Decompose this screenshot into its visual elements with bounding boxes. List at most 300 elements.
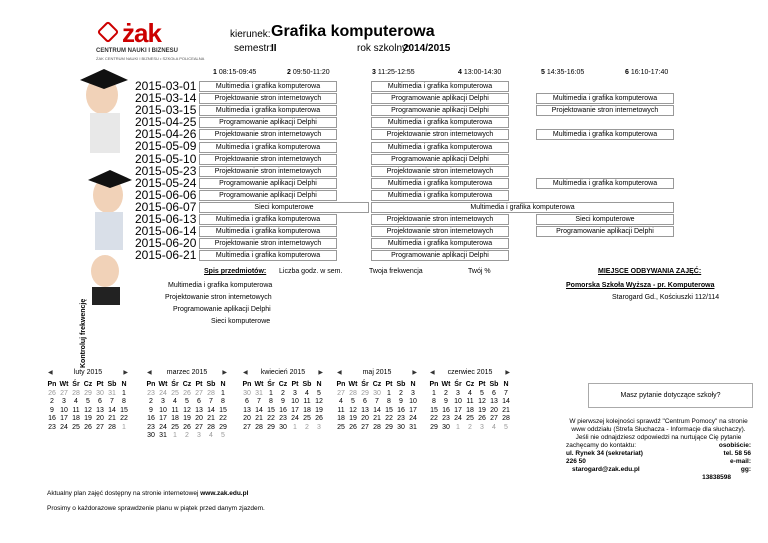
weekday-header: Cz	[278, 381, 288, 388]
email-link[interactable]: starogard@zak.edu.pl	[572, 466, 640, 473]
next-month-icon[interactable]: ▶	[318, 369, 323, 376]
calendar-day[interactable]: 27	[337, 389, 345, 397]
calendar-day[interactable]: 14	[108, 406, 116, 414]
calendar-day[interactable]: 4	[173, 398, 177, 405]
calendar-day[interactable]: 1	[456, 423, 460, 431]
calendar-day[interactable]: 31	[108, 389, 116, 397]
schedule-cell: Multimedia i grafika komputerowa	[536, 129, 674, 140]
schedule-cell: Multimedia i grafika komputerowa	[536, 93, 674, 104]
schedule-cell: Multimedia i grafika komputerowa	[371, 81, 509, 92]
calendar-day[interactable]: 20	[243, 415, 251, 422]
semestr-label: semestr:	[234, 43, 273, 54]
calendar-day[interactable]: 27	[361, 423, 369, 431]
calendar-day[interactable]: 4	[468, 389, 472, 397]
calendar-day[interactable]: 3	[293, 389, 297, 397]
calendar-day[interactable]: 11	[303, 398, 311, 405]
calendar-day[interactable]: 18	[171, 415, 179, 422]
weekday-header: Śr	[171, 381, 179, 388]
calendar-day[interactable]: 1	[269, 389, 273, 397]
calendar-day[interactable]: 16	[397, 406, 405, 414]
calendar-day[interactable]: 25	[337, 423, 345, 431]
calendar-day[interactable]: 25	[171, 423, 179, 431]
schedule-cell: Projektowanie stron internetowych	[199, 154, 337, 165]
calendar-day[interactable]: 28	[255, 423, 263, 431]
calendar-day[interactable]: 22	[385, 415, 393, 422]
weekday-header: Wt	[158, 381, 168, 388]
prev-month-icon[interactable]: ◀	[430, 369, 435, 376]
calendar-day[interactable]: 8	[122, 398, 126, 405]
calendar-day[interactable]: 7	[504, 389, 508, 397]
calendar-day[interactable]: 30	[397, 423, 405, 431]
calendar-day[interactable]: 23	[279, 415, 287, 422]
calendar-day[interactable]: 30	[147, 432, 155, 439]
calendar-day[interactable]: 23	[147, 423, 155, 431]
calendar-day[interactable]: 2	[281, 389, 285, 397]
help-text: www oddziału (Strefa Słuchacza - Informacje dla słuchaczy).	[571, 426, 746, 433]
hours-heading: Liczba godz. w sem.	[279, 268, 343, 275]
column-time: 14:35-16:05	[546, 69, 585, 76]
calendar-day[interactable]: 27	[60, 389, 68, 397]
calendar-day[interactable]: 9	[281, 398, 285, 405]
subject-item: Sieci komputerowe	[211, 318, 271, 325]
schedule-cell: Projektowanie stron internetowych	[371, 129, 509, 140]
calendar-day[interactable]: 6	[363, 398, 367, 405]
calendar-day[interactable]: 27	[490, 415, 498, 422]
calendar-day[interactable]: 22	[267, 415, 275, 422]
calendar-day[interactable]: 19	[478, 406, 486, 414]
calendar-day[interactable]: 14	[207, 406, 215, 414]
calendar-day[interactable]: 26	[478, 415, 486, 422]
calendar-day[interactable]: 16	[48, 415, 56, 422]
calendar-day[interactable]: 3	[480, 423, 484, 431]
calendar-day[interactable]: 10	[60, 406, 68, 414]
schedule-cell: Programowanie aplikacji Delphi	[371, 105, 509, 116]
calendar-day[interactable]: 26	[48, 389, 56, 397]
calendar-day[interactable]: 23	[397, 415, 405, 422]
calendar-day[interactable]: 6	[492, 389, 496, 397]
calendar-day[interactable]: 3	[197, 432, 201, 439]
percent-heading: Twój %	[468, 268, 491, 275]
calendar-day[interactable]: 21	[502, 406, 510, 414]
date-row: 2015-04-25	[135, 115, 197, 130]
calendar-day[interactable]: 31	[255, 389, 263, 397]
calendar-nav	[145, 367, 229, 377]
weekday-header: Pn	[47, 381, 57, 388]
kierunek-value: Grafika komputerowa	[271, 23, 435, 40]
date-row: 2015-05-24	[135, 175, 197, 190]
calendar-day[interactable]: 7	[110, 398, 114, 405]
calendar-title: luty 2015	[73, 368, 103, 376]
calendar-day[interactable]: 25	[171, 389, 179, 397]
calendar-day[interactable]: 29	[267, 423, 275, 431]
calendar-day[interactable]: 28	[108, 423, 116, 431]
calendar-day[interactable]: 3	[317, 423, 321, 431]
next-month-icon[interactable]: ▶	[222, 369, 227, 376]
calendar-day[interactable]: 24	[291, 415, 299, 422]
column-num: 3	[372, 69, 376, 76]
schedule-cell: Projektowanie stron internetowych	[371, 214, 509, 225]
calendar-day[interactable]: 28	[502, 415, 510, 422]
calendar-day[interactable]: 24	[60, 423, 68, 431]
calendar-day[interactable]: 22	[120, 415, 128, 422]
schedule-cell: Projektowanie stron internetowych	[199, 93, 337, 104]
schedule-cell: Projektowanie stron internetowych	[536, 105, 674, 116]
calendar-day[interactable]: 23	[48, 423, 56, 431]
calendar-day[interactable]: 6	[245, 398, 249, 405]
place-name: Pomorska Szkoła Wyższa - pr. Komputerowa	[566, 282, 715, 289]
weekday-header: Śr	[72, 381, 80, 388]
calendar-day[interactable]: 13	[243, 406, 251, 414]
calendar-day[interactable]: 30	[279, 423, 287, 431]
schedule-cell: Multimedia i grafika komputerowa	[199, 214, 337, 225]
calendar-day[interactable]: 19	[349, 415, 357, 422]
calendar-day[interactable]: 2	[149, 398, 153, 405]
calendar-day[interactable]: 3	[411, 389, 415, 397]
subject-item: Multimedia i grafika komputerowa	[168, 282, 273, 289]
calendar-day[interactable]: 2	[444, 389, 448, 397]
weekday-header: Wt	[441, 381, 451, 388]
calendar-day[interactable]: 8	[432, 398, 436, 405]
logo-subtitle: CENTRUM NAUKI I BIZNESU	[96, 48, 178, 54]
calendar-day[interactable]: 10	[291, 398, 299, 405]
calendar-day[interactable]: 25	[72, 423, 80, 431]
column-4-header	[458, 69, 501, 76]
calendar-day[interactable]: 3	[62, 398, 66, 405]
calendar-day[interactable]: 16	[279, 406, 287, 414]
schedule-cell: Sieci komputerowe	[199, 202, 369, 213]
calendar-day[interactable]: 18	[337, 415, 345, 422]
calendar-day[interactable]: 12	[478, 398, 486, 405]
calendar-day[interactable]: 4	[339, 398, 343, 405]
weekday-header: Śr	[454, 381, 462, 388]
prev-month-icon[interactable]: ◀	[337, 369, 342, 376]
calendar-day[interactable]: 12	[84, 406, 92, 414]
calendar-day[interactable]: 27	[195, 423, 203, 431]
schedule-cell: Programowanie aplikacji Delphi	[371, 93, 509, 104]
calendar-day[interactable]: 1	[221, 389, 225, 397]
calendar-day[interactable]: 27	[195, 389, 203, 397]
calendar-day[interactable]: 2	[185, 432, 189, 439]
calendar-day[interactable]: 21	[207, 415, 215, 422]
phone-cont: 226 50	[566, 458, 586, 465]
calendar-day[interactable]: 24	[454, 415, 462, 422]
calendar-day[interactable]: 7	[257, 398, 261, 405]
weekday-header: Wt	[348, 381, 358, 388]
weekday-header: Pn	[242, 381, 252, 388]
calendar-day[interactable]: 25	[466, 415, 474, 422]
calendar-day[interactable]: 19	[84, 415, 92, 422]
help-text: W pierwszej kolejności sprawdź "Centrum Pomocy" na stronie	[569, 418, 748, 425]
calendar-day[interactable]: 28	[207, 423, 215, 431]
calendar-day[interactable]: 17	[291, 406, 299, 414]
subject-item: Programowanie aplikacji Delphi	[173, 306, 271, 313]
calendar-day[interactable]: 19	[183, 415, 191, 422]
schedule-cell: Programowanie aplikacji Delphi	[371, 154, 509, 165]
calendar-day[interactable]: 1	[293, 423, 297, 431]
date-row: 2015-04-26	[135, 127, 197, 142]
calendar-day[interactable]: 8	[269, 398, 273, 405]
contact-info	[566, 418, 751, 482]
weekday-header: Cz	[372, 381, 382, 388]
calendar-day[interactable]: 1	[173, 432, 177, 439]
calendar-day[interactable]: 17	[159, 415, 167, 422]
calendar-title: czerwiec 2015	[447, 368, 493, 376]
calendar-day[interactable]: 12	[315, 398, 323, 405]
schedule-cell: Multimedia i grafika komputerowa	[199, 81, 337, 92]
calendar-grid	[46, 381, 130, 432]
date-row: 2015-06-20	[135, 236, 197, 251]
calendar-day[interactable]: 18	[72, 415, 80, 422]
gg-label: gg:	[740, 466, 751, 473]
calendar-day[interactable]: 17	[60, 415, 68, 422]
next-month-icon[interactable]: ▶	[123, 369, 128, 376]
calendar-day[interactable]: 26	[349, 423, 357, 431]
calendar-day[interactable]: 2	[468, 423, 472, 431]
calendar-day[interactable]: 16	[147, 415, 155, 422]
date-row: 2015-05-10	[135, 151, 197, 166]
calendar-day[interactable]: 2	[305, 423, 309, 431]
calendar-day[interactable]: 21	[255, 415, 263, 422]
calendar-day[interactable]: 7	[375, 398, 379, 405]
schedule-cell: Multimedia i grafika komputerowa	[371, 117, 509, 128]
weekday-header: N	[316, 381, 322, 388]
calendar-day[interactable]: 3	[456, 389, 460, 397]
calendar-day[interactable]: 31	[159, 432, 167, 439]
calendar-day[interactable]: 27	[243, 423, 251, 431]
prev-month-icon[interactable]: ◀	[147, 369, 152, 376]
calendar-day[interactable]: 22	[430, 415, 438, 422]
calendar-day[interactable]: 30	[373, 389, 381, 397]
column-6-header	[625, 69, 668, 76]
calendar-day[interactable]: 11	[337, 406, 345, 414]
schedule-cell: Projektowanie stron internetowych	[199, 129, 337, 140]
calendar-nav	[428, 367, 512, 377]
schedule-cell: Multimedia i grafika komputerowa	[536, 178, 674, 189]
calendar-day[interactable]: 28	[72, 389, 80, 397]
graduates-illustration	[40, 55, 135, 305]
calendar-day[interactable]: 10	[159, 406, 167, 414]
place-heading: MIEJSCE ODBYWANIA ZAJĘĆ:	[598, 268, 702, 275]
calendar-day[interactable]: 26	[183, 389, 191, 397]
calendar-day[interactable]: 20	[361, 415, 369, 422]
calendar-day[interactable]: 22	[219, 415, 227, 422]
calendar-day[interactable]: 12	[183, 406, 191, 414]
calendar-day[interactable]: 4	[209, 432, 213, 439]
calendar-day[interactable]: 1	[432, 389, 436, 397]
calendar-day[interactable]: 6	[98, 398, 102, 405]
calendar-day[interactable]: 10	[409, 398, 417, 405]
column-time: 11:25-12:55	[377, 69, 415, 76]
calendar-day[interactable]: 29	[385, 423, 393, 431]
schedule-cell: Multimedia i grafika komputerowa	[199, 250, 337, 261]
calendar-day[interactable]: 2	[50, 398, 54, 405]
schedule-cell: Multimedia i grafika komputerowa	[199, 226, 337, 237]
calendar-day[interactable]: 18	[466, 406, 474, 414]
calendar-day[interactable]: 31	[409, 423, 417, 431]
calendar-title: kwiecień 2015	[260, 368, 306, 376]
calendar-day[interactable]: 30	[243, 389, 251, 397]
weekday-header: Pn	[146, 381, 156, 388]
phone: tel. 58 56	[723, 450, 751, 457]
calendar-day[interactable]: 1	[387, 389, 391, 397]
rok-value: 2014/2015	[403, 43, 451, 54]
calendar-day[interactable]: 5	[185, 398, 189, 405]
calendar-day[interactable]: 14	[255, 406, 263, 414]
calendar-day[interactable]: 29	[430, 423, 438, 431]
calendar-day[interactable]: 27	[96, 423, 104, 431]
place-address: Starogard Gd., Kościuszki 112/114	[612, 294, 720, 301]
calendar-day[interactable]: 13	[96, 406, 104, 414]
weekday-header: Cz	[182, 381, 192, 388]
schedule-cell: Sieci komputerowe	[536, 214, 674, 225]
calendar-day[interactable]: 20	[195, 415, 203, 422]
next-month-icon[interactable]: ▶	[412, 369, 417, 376]
weekday-header: Cz	[83, 381, 93, 388]
calendar-nav	[335, 367, 419, 377]
calendar-day[interactable]: 11	[72, 406, 80, 414]
calendar-day[interactable]: 10	[454, 398, 462, 405]
calendar-day[interactable]: 15	[430, 406, 438, 414]
calendar-day[interactable]: 28	[349, 389, 357, 397]
calendar-day[interactable]: 21	[108, 415, 116, 422]
calendar-day[interactable]: 13	[361, 406, 369, 414]
calendar-grid	[428, 381, 512, 432]
month-calendar	[428, 367, 512, 432]
calendar-day[interactable]: 15	[120, 406, 128, 414]
calendar-day[interactable]: 8	[221, 398, 225, 405]
calendar-day[interactable]: 26	[315, 415, 323, 422]
calendar-day[interactable]: 5	[86, 398, 90, 405]
calendar-day[interactable]: 5	[317, 389, 321, 397]
calendar-day[interactable]: 13	[195, 406, 203, 414]
calendar-day[interactable]: 4	[492, 423, 496, 431]
schedule-cell: Multimedia i grafika komputerowa	[199, 105, 337, 116]
calendar-day[interactable]: 15	[267, 406, 275, 414]
calendar-nav	[46, 367, 130, 377]
calendar-day[interactable]: 23	[147, 389, 155, 397]
footer-note: Prosimy o każdorazowe sprawdzenie planu w piątek przed danym zjazdem.	[47, 505, 265, 512]
calendar-day[interactable]: 9	[399, 398, 403, 405]
calendar-day[interactable]: 6	[197, 398, 201, 405]
weekday-header: Pt	[291, 381, 299, 388]
date-row: 2015-06-21	[135, 248, 197, 263]
calendar-day[interactable]: 28	[207, 389, 215, 397]
prev-month-icon[interactable]: ◀	[243, 369, 248, 376]
calendar-nav	[241, 367, 325, 377]
calendar-day[interactable]: 11	[466, 398, 474, 405]
semestr-value: II	[271, 43, 277, 54]
calendar-day[interactable]: 21	[373, 415, 381, 422]
schedule-cell: Programowanie aplikacji Delphi	[371, 250, 509, 261]
calendar-day[interactable]: 19	[315, 406, 323, 414]
calendar-day[interactable]: 5	[351, 398, 355, 405]
column-num: 4	[458, 69, 462, 76]
kierunek-label: kierunek:	[230, 29, 271, 40]
website-link[interactable]: www.zak.edu.pl	[200, 490, 249, 497]
logo-word: żak	[122, 18, 161, 48]
calendar-day[interactable]: 28	[373, 423, 381, 431]
calendar-day[interactable]: 14	[502, 398, 510, 405]
calendar-day[interactable]: 17	[454, 406, 462, 414]
calendar-day[interactable]: 9	[50, 406, 54, 414]
calendar-day[interactable]: 20	[490, 406, 498, 414]
schedule-cell: Multimedia i grafika komputerowa	[371, 178, 509, 189]
calendar-day[interactable]: 5	[504, 423, 508, 431]
weekday-header: Wt	[59, 381, 69, 388]
calendar-day[interactable]: 7	[209, 398, 213, 405]
schedule-cell: Multimedia i grafika komputerowa	[371, 142, 509, 153]
calendar-day[interactable]: 26	[84, 423, 92, 431]
calendar-day[interactable]: 29	[84, 389, 92, 397]
column-3-header	[372, 69, 415, 76]
calendar-day[interactable]: 17	[409, 406, 417, 414]
calendar-day[interactable]: 30	[442, 423, 450, 431]
calendar-day[interactable]: 3	[161, 398, 165, 405]
calendar-day[interactable]: 29	[361, 389, 369, 397]
date-row: 2015-06-14	[135, 224, 197, 239]
calendar-day[interactable]: 30	[96, 389, 104, 397]
calendar-day[interactable]: 13	[490, 398, 498, 405]
calendar-day[interactable]: 16	[442, 406, 450, 414]
column-num: 5	[541, 69, 545, 76]
column-num: 6	[625, 69, 629, 76]
calendar-day[interactable]: 24	[159, 389, 167, 397]
month-calendar	[46, 367, 130, 432]
calendar-day[interactable]: 18	[303, 406, 311, 414]
calendar-day[interactable]: 12	[349, 406, 357, 414]
schedule-cell: Programowanie aplikacji Delphi	[536, 226, 674, 237]
calendar-day[interactable]: 14	[373, 406, 381, 414]
prev-month-icon[interactable]: ◀	[48, 369, 53, 376]
calendar-day[interactable]: 24	[409, 415, 417, 422]
calendar-day[interactable]: 15	[385, 406, 393, 414]
schedule-cell: Multimedia i grafika komputerowa	[371, 202, 674, 213]
weekday-header: Pt	[96, 381, 104, 388]
next-month-icon[interactable]: ▶	[505, 369, 510, 376]
calendar-day[interactable]: 25	[303, 415, 311, 422]
date-row: 2015-05-23	[135, 163, 197, 178]
calendar-day[interactable]: 11	[171, 406, 179, 414]
weekday-header: Sb	[302, 381, 312, 388]
subject-item: Projektowanie stron internetowych	[165, 294, 272, 301]
schedule-cell: Programowanie aplikacji Delphi	[199, 190, 337, 201]
date-row: 2015-03-14	[135, 91, 197, 106]
calendar-day[interactable]: 1	[122, 389, 126, 397]
calendar-day[interactable]: 5	[480, 389, 484, 397]
weekday-header: Śr	[361, 381, 369, 388]
date-row: 2015-06-06	[135, 187, 197, 202]
calendar-day[interactable]: 9	[444, 398, 448, 405]
calendar-day[interactable]: 9	[149, 406, 153, 414]
calendar-day[interactable]: 15	[219, 406, 227, 414]
calendar-day[interactable]: 1	[122, 423, 126, 431]
column-1-header	[213, 69, 256, 76]
help-text: zachęcamy do kontaktu:	[566, 442, 637, 449]
calendar-day[interactable]: 2	[399, 389, 403, 397]
calendar-day[interactable]: 24	[159, 423, 167, 431]
calendar-day[interactable]: 4	[74, 398, 78, 405]
calendar-title: marzec 2015	[166, 368, 208, 376]
calendar-day[interactable]: 4	[305, 389, 309, 397]
column-2-header	[287, 69, 330, 76]
calendar-day[interactable]: 5	[221, 432, 225, 439]
calendar-day[interactable]: 26	[183, 423, 191, 431]
calendar-day[interactable]: 29	[219, 423, 227, 431]
calendar-day[interactable]: 23	[442, 415, 450, 422]
calendar-day[interactable]: 20	[96, 415, 104, 422]
calendar-day[interactable]: 8	[387, 398, 391, 405]
column-num: 1	[213, 69, 217, 76]
